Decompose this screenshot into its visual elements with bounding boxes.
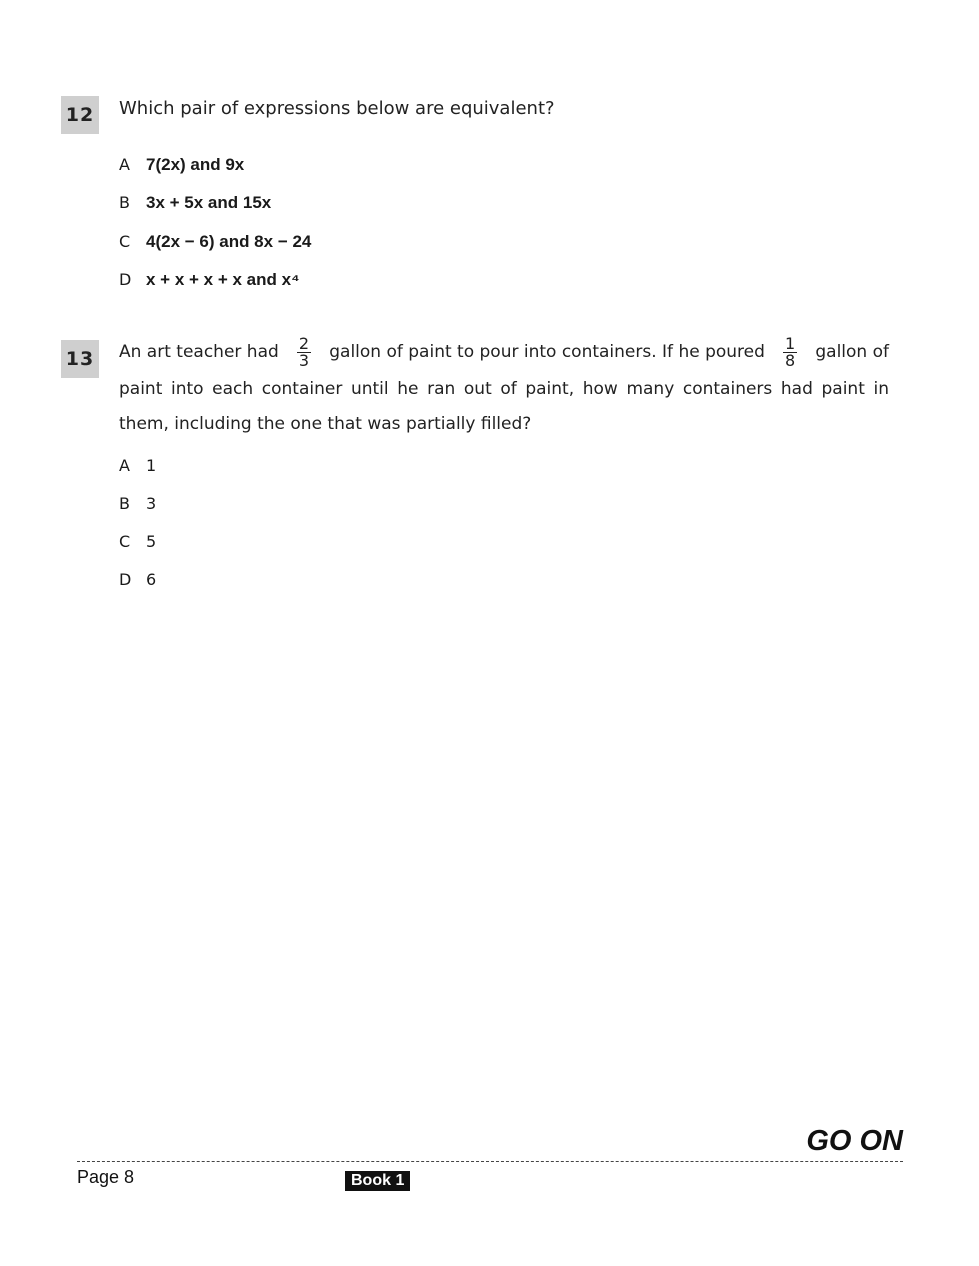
option-letter: A [119,456,130,475]
option-letter: B [119,193,130,212]
question-13-stem-line-1 [119,332,889,372]
question-13-option-b[interactable] [119,494,156,514]
fraction-denominator: 8 [785,350,796,370]
question-12-option-d[interactable] [119,270,299,290]
option-text: 3x + 5x and 15x [146,193,272,212]
option-text: 1 [146,456,157,475]
fraction-denominator: 3 [298,350,310,370]
option-text: 5 [146,532,157,551]
question-12-option-c[interactable] [119,232,311,252]
option-text: 3 [146,494,157,513]
fraction-numerator: 1 [785,333,796,353]
option-letter: D [119,270,132,289]
question-12-option-a[interactable] [119,155,244,175]
option-text: 4(2x − 6) and 8x − 24 [146,232,312,251]
option-letter: A [119,155,130,174]
question-13-stem-line-2: paint into each container until he ran out of paint, how many containers had paint in [119,379,889,399]
option-letter: B [119,494,130,513]
question-13-stem-line-3: them, including the one that was partially filled? [119,414,532,434]
fraction-two-thirds [297,333,311,370]
stem-text: An art teacher had [119,342,279,362]
question-number-13: 13 [61,340,99,378]
fraction-numerator: 2 [298,333,310,353]
option-text: 6 [146,570,157,589]
stem-text: gallon of paint to pour into containers. If he poured [329,342,765,362]
question-12-option-b[interactable] [119,193,271,213]
option-letter: C [119,532,131,551]
fraction-one-eighth [783,333,797,370]
question-13-option-d[interactable] [119,570,156,590]
option-letter: D [119,570,132,589]
question-12-stem: Which pair of expressions below are equivalent? [119,98,555,119]
go-on-label: GO ON [806,1125,903,1157]
option-text: 7(2x) and 9x [146,155,245,174]
question-number-12: 12 [61,96,99,134]
page-number: Page 8 [77,1167,135,1187]
question-13-option-c[interactable] [119,532,156,552]
footer-divider [77,1161,903,1162]
stem-text: gallon of [815,342,889,362]
question-13-option-a[interactable] [119,456,156,476]
book-label: Book 1 [345,1171,410,1191]
option-letter: C [119,232,131,251]
option-text: x + x + x + x and x⁴ [146,270,300,289]
